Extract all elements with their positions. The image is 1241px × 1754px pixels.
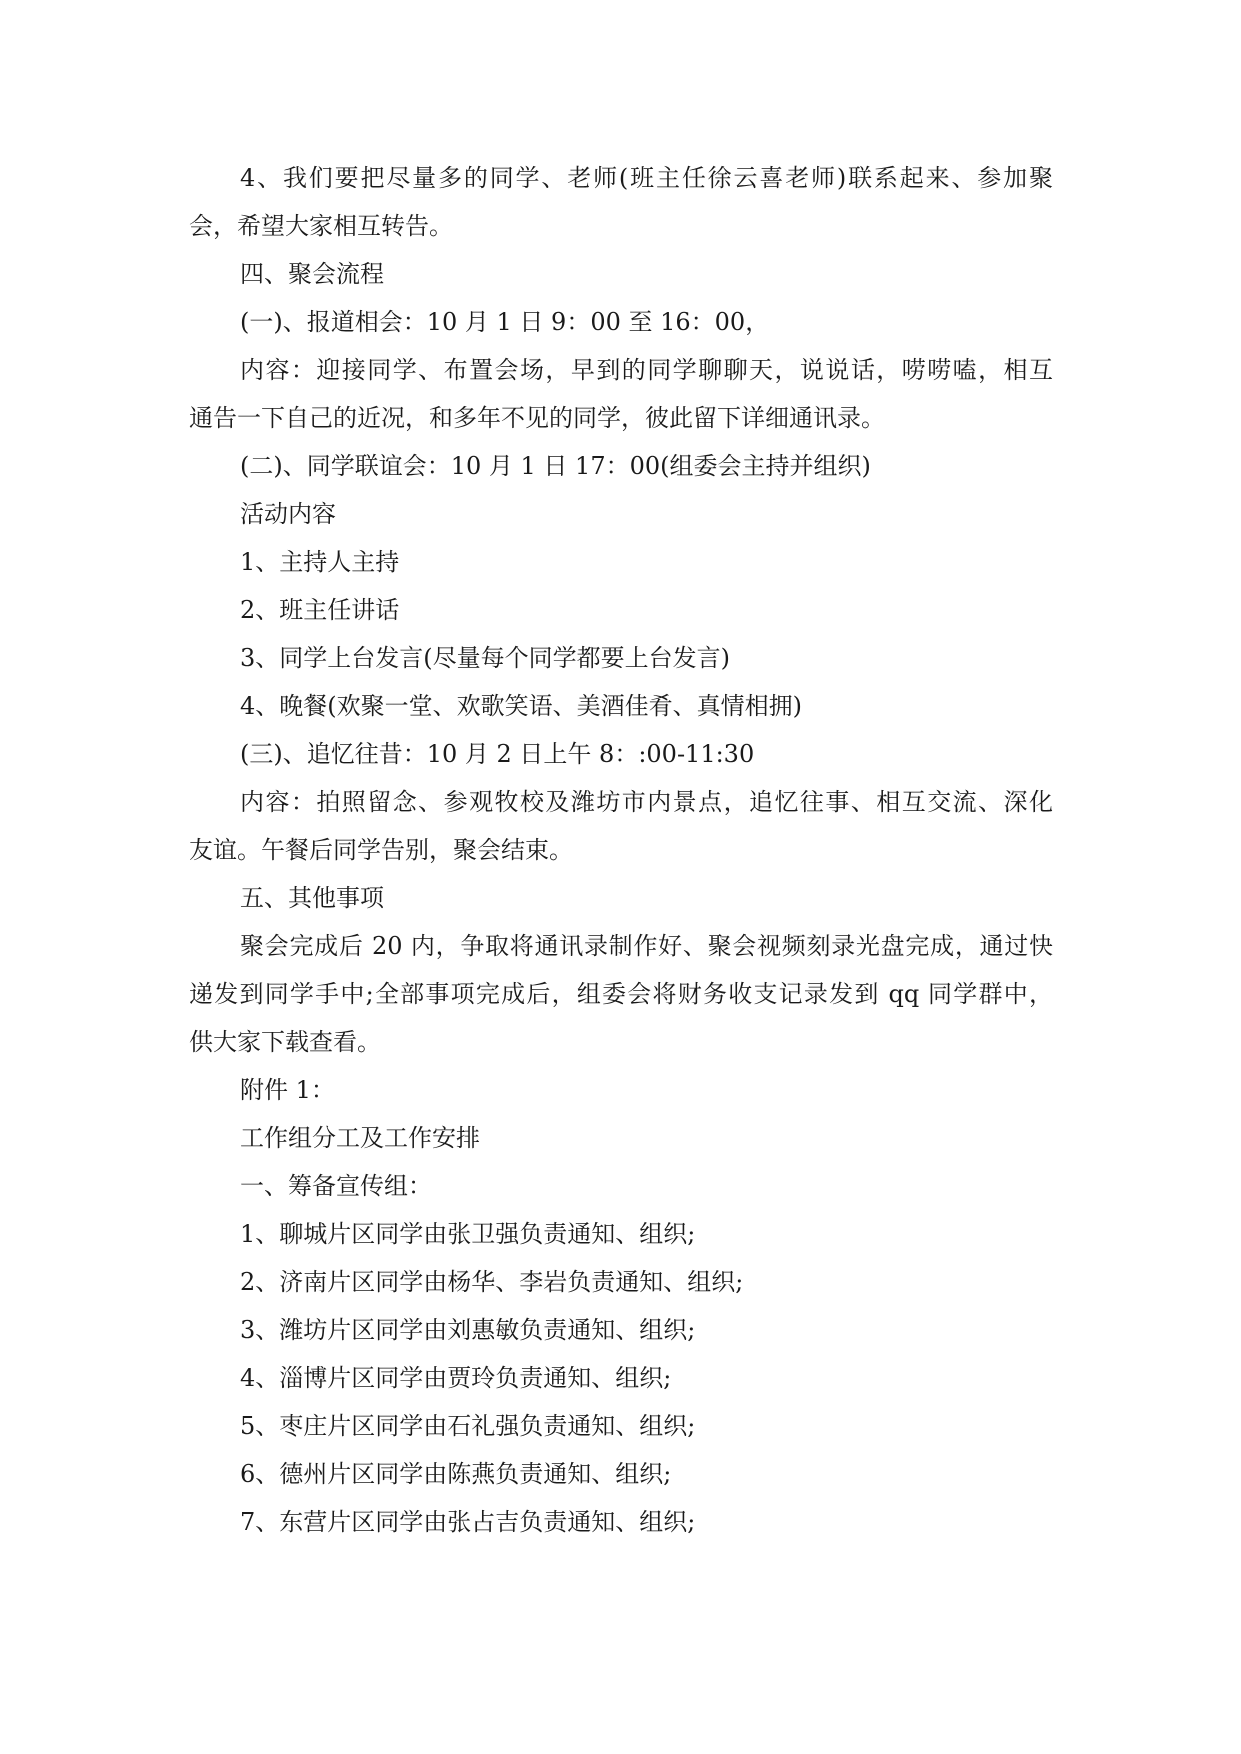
paragraph <box>189 346 1053 442</box>
text-line: 四、聚会流程 <box>240 260 384 288</box>
paragraph <box>189 922 1053 1066</box>
text-line: 2、班主任讲话 <box>240 596 400 624</box>
text-line: 活动内容 <box>240 500 336 528</box>
text-line: 递发到同学手中;全部事项完成后，组委会将财务收支记录发到 qq 同学群中， <box>189 980 1053 1008</box>
text-line: 供大家下载查看。 <box>189 1028 381 1056</box>
text-line: 1、主持人主持 <box>240 548 400 576</box>
paragraph <box>189 1114 1053 1162</box>
text-line: 3、潍坊片区同学由刘惠敏负责通知、组织; <box>240 1316 696 1344</box>
text-line: 6、德州片区同学由陈燕负责通知、组织; <box>240 1460 672 1488</box>
text-line: 友谊。午餐后同学告别，聚会结束。 <box>189 836 573 864</box>
list-item <box>189 1498 1053 1546</box>
text-line: (一)、报道相会：10 月 1 日 9：00 至 16：00， <box>240 308 770 336</box>
text-line: (二)、同学联谊会：10 月 1 日 17：00(组委会主持并组织) <box>240 452 871 480</box>
paragraph <box>189 1066 1053 1114</box>
text-line: 1、聊城片区同学由张卫强负责通知、组织; <box>240 1220 696 1248</box>
text-line: (三)、追忆往昔：10 月 2 日上午 8：:00-11:30 <box>240 740 755 768</box>
list-item <box>189 1450 1053 1498</box>
text-line: 工作组分工及工作安排 <box>240 1124 480 1152</box>
list-item <box>189 634 1053 682</box>
text-line: 2、济南片区同学由杨华、李岩负责通知、组织; <box>240 1268 744 1296</box>
text-line: 4、淄博片区同学由贾玲负责通知、组织; <box>240 1364 672 1392</box>
section-heading <box>189 250 1053 298</box>
text-line: 4、晚餐(欢聚一堂、欢歌笑语、美酒佳肴、真情相拥) <box>240 692 802 720</box>
text-line: 内容：迎接同学、布置会场，早到的同学聊聊天，说说话，唠唠嗑，相互 <box>240 356 1053 384</box>
text-line: 附件 1： <box>240 1076 335 1104</box>
list-item <box>189 1306 1053 1354</box>
text-line: 聚会完成后 20 内，争取将通讯录制作好、聚会视频刻录光盘完成，通过快 <box>240 932 1053 960</box>
document-page <box>189 0 1053 1754</box>
text-line: 五、其他事项 <box>240 884 384 912</box>
section-heading <box>189 874 1053 922</box>
list-item <box>189 586 1053 634</box>
list-item <box>189 682 1053 730</box>
text-line: 内容：拍照留念、参观牧校及潍坊市内景点，追忆往事、相互交流、深化 <box>240 788 1053 816</box>
list-item <box>189 1354 1053 1402</box>
list-item <box>189 1258 1053 1306</box>
text-line: 一、筹备宣传组： <box>240 1172 432 1200</box>
section-heading <box>189 1162 1053 1210</box>
paragraph <box>189 730 1053 778</box>
text-line: 4、我们要把尽量多的同学、老师(班主任徐云喜老师)联系起来、参加聚 <box>240 164 1053 192</box>
list-item <box>189 1210 1053 1258</box>
paragraph <box>189 298 1053 346</box>
list-item <box>189 1402 1053 1450</box>
text-line: 5、枣庄片区同学由石礼强负责通知、组织; <box>240 1412 696 1440</box>
paragraph <box>189 490 1053 538</box>
paragraph <box>189 154 1053 250</box>
paragraph <box>189 778 1053 874</box>
text-line: 通告一下自己的近况，和多年不见的同学，彼此留下详细通讯录。 <box>189 404 885 432</box>
paragraph <box>189 442 1053 490</box>
list-item <box>189 538 1053 586</box>
text-line: 7、东营片区同学由张占吉负责通知、组织; <box>240 1508 696 1536</box>
text-line: 会，希望大家相互转告。 <box>189 212 453 240</box>
text-line: 3、同学上台发言(尽量每个同学都要上台发言) <box>240 644 730 672</box>
